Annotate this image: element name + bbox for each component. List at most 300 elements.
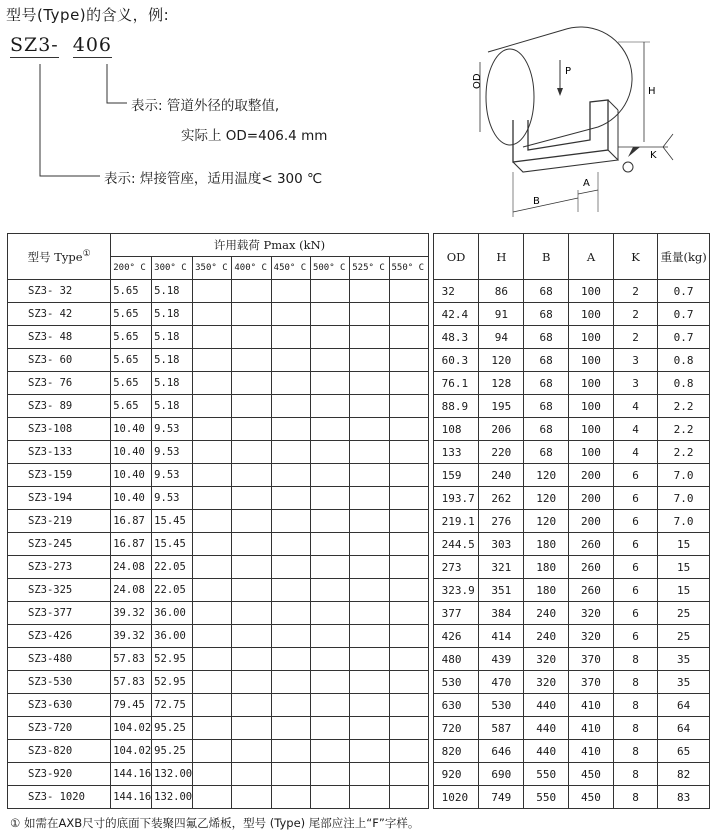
od-cell: 720	[433, 717, 479, 740]
load-200-cell: 10.40	[111, 464, 152, 487]
weight-cell: 2.2	[658, 418, 710, 441]
load-500-cell	[310, 763, 349, 786]
load-525-cell	[350, 625, 389, 648]
load-200-cell: 79.45	[111, 694, 152, 717]
h-cell: 206	[479, 418, 524, 441]
load-200-cell: 16.87	[111, 533, 152, 556]
h-cell: 530	[479, 694, 524, 717]
load-525-cell	[350, 372, 389, 395]
weight-cell: 15	[658, 533, 710, 556]
table-row	[8, 717, 710, 740]
load-450-cell	[271, 717, 310, 740]
a-cell: 200	[569, 464, 614, 487]
load-300-cell: 5.18	[152, 372, 193, 395]
weight-cell: 64	[658, 694, 710, 717]
a-cell: 320	[569, 625, 614, 648]
h-cell: 262	[479, 487, 524, 510]
type-cell: SZ3-530	[8, 671, 111, 694]
type-cell: SZ3-133	[8, 441, 111, 464]
load-200-cell: 39.32	[111, 625, 152, 648]
weight-cell: 2.2	[658, 441, 710, 464]
diagram-label-a: A	[583, 178, 590, 189]
load-525-cell	[350, 602, 389, 625]
load-550-cell	[389, 786, 428, 809]
load-500-cell	[310, 487, 349, 510]
load-550-cell	[389, 694, 428, 717]
load-400-cell	[232, 418, 271, 441]
load-350-cell	[193, 648, 232, 671]
load-500-cell	[310, 303, 349, 326]
load-200-cell: 5.65	[111, 372, 152, 395]
k-cell: 6	[613, 487, 657, 510]
load-300-cell: 5.18	[152, 326, 193, 349]
load-500-cell	[310, 717, 349, 740]
load-300-cell: 5.18	[152, 303, 193, 326]
load-300-cell: 5.18	[152, 349, 193, 372]
k-cell: 8	[613, 694, 657, 717]
b-cell: 440	[524, 694, 569, 717]
a-cell: 100	[569, 303, 614, 326]
annotation-size-meaning: 表示: 管道外径的取整值,	[131, 98, 280, 114]
load-500-cell	[310, 280, 349, 303]
a-cell: 100	[569, 418, 614, 441]
a-cell: 320	[569, 602, 614, 625]
h-cell: 303	[479, 533, 524, 556]
load-350-cell	[193, 372, 232, 395]
load-450-cell	[271, 579, 310, 602]
k-cell: 6	[613, 625, 657, 648]
h-cell: 240	[479, 464, 524, 487]
temp-header: 450° C	[271, 257, 310, 280]
weight-cell: 25	[658, 602, 710, 625]
temp-header: 500° C	[310, 257, 349, 280]
a-cell: 100	[569, 395, 614, 418]
load-450-cell	[271, 487, 310, 510]
load-450-cell	[271, 372, 310, 395]
load-350-cell	[193, 694, 232, 717]
load-500-cell	[310, 579, 349, 602]
table-row	[8, 556, 710, 579]
load-200-cell: 10.40	[111, 418, 152, 441]
od-cell: 530	[433, 671, 479, 694]
load-300-cell: 5.18	[152, 280, 193, 303]
load-200-cell: 144.16	[111, 786, 152, 809]
load-200-cell: 10.40	[111, 487, 152, 510]
type-meaning-heading: 型号(Type)的含义，例:	[6, 6, 170, 24]
load-500-cell	[310, 740, 349, 763]
load-550-cell	[389, 418, 428, 441]
b-cell: 68	[524, 326, 569, 349]
load-450-cell	[271, 694, 310, 717]
load-525-cell	[350, 418, 389, 441]
table-row	[8, 740, 710, 763]
od-cell: 32	[433, 280, 479, 303]
h-cell: 749	[479, 786, 524, 809]
table-row	[8, 280, 710, 303]
h-cell: 220	[479, 441, 524, 464]
load-300-cell: 22.05	[152, 579, 193, 602]
load-200-cell: 5.65	[111, 280, 152, 303]
k-cell: 4	[613, 441, 657, 464]
weight-cell: 7.0	[658, 464, 710, 487]
load-500-cell	[310, 418, 349, 441]
k-cell: 3	[613, 372, 657, 395]
h-cell: 646	[479, 740, 524, 763]
load-300-cell: 5.18	[152, 395, 193, 418]
load-450-cell	[271, 349, 310, 372]
k-header: K	[613, 234, 657, 280]
load-450-cell	[271, 648, 310, 671]
load-350-cell	[193, 349, 232, 372]
load-350-cell	[193, 786, 232, 809]
b-cell: 320	[524, 648, 569, 671]
h-cell: 351	[479, 579, 524, 602]
weight-cell: 15	[658, 556, 710, 579]
od-cell: 630	[433, 694, 479, 717]
diagram-label-k: K	[650, 150, 657, 161]
load-350-cell	[193, 717, 232, 740]
load-450-cell	[271, 418, 310, 441]
load-450-cell	[271, 786, 310, 809]
weight-cell: 15	[658, 579, 710, 602]
type-note-mark: ①	[82, 248, 91, 259]
a-cell: 410	[569, 694, 614, 717]
load-450-cell	[271, 625, 310, 648]
type-cell: SZ3-426	[8, 625, 111, 648]
b-header: B	[524, 234, 569, 280]
load-550-cell	[389, 740, 428, 763]
weight-cell: 0.8	[658, 349, 710, 372]
load-550-cell	[389, 625, 428, 648]
temp-header: 525° C	[350, 257, 389, 280]
load-450-cell	[271, 303, 310, 326]
k-cell: 3	[613, 349, 657, 372]
b-cell: 320	[524, 671, 569, 694]
load-200-cell: 16.87	[111, 510, 152, 533]
load-525-cell	[350, 395, 389, 418]
load-525-cell	[350, 786, 389, 809]
type-cell: SZ3- 32	[8, 280, 111, 303]
k-cell: 4	[613, 395, 657, 418]
k-cell: 2	[613, 303, 657, 326]
temp-header: 300° C	[152, 257, 193, 280]
h-cell: 690	[479, 763, 524, 786]
load-350-cell	[193, 441, 232, 464]
type-code-size: 406	[72, 34, 112, 56]
od-cell: 426	[433, 625, 479, 648]
table-row	[8, 441, 710, 464]
b-cell: 180	[524, 533, 569, 556]
a-cell: 450	[569, 786, 614, 809]
load-550-cell	[389, 395, 428, 418]
load-200-cell: 5.65	[111, 326, 152, 349]
load-350-cell	[193, 671, 232, 694]
load-400-cell	[232, 717, 271, 740]
table-row	[8, 625, 710, 648]
table-row	[8, 303, 710, 326]
a-cell: 410	[569, 717, 614, 740]
load-550-cell	[389, 372, 428, 395]
a-cell: 260	[569, 556, 614, 579]
load-400-cell	[232, 464, 271, 487]
od-cell: 42.4	[433, 303, 479, 326]
b-cell: 68	[524, 395, 569, 418]
od-cell: 108	[433, 418, 479, 441]
load-550-cell	[389, 326, 428, 349]
pipe-shoe-diagram	[468, 22, 704, 222]
load-500-cell	[310, 786, 349, 809]
type-cell: SZ3-245	[8, 533, 111, 556]
load-550-cell	[389, 533, 428, 556]
type-cell: SZ3-820	[8, 740, 111, 763]
load-550-cell	[389, 510, 428, 533]
type-cell: SZ3-480	[8, 648, 111, 671]
diagram-label-h: H	[648, 86, 656, 97]
od-cell: 244.5	[433, 533, 479, 556]
diagram-label-od: OD	[472, 73, 483, 89]
diagram-label-p: P	[565, 66, 572, 77]
table-row	[8, 326, 710, 349]
table-header-row	[8, 234, 710, 257]
weight-cell: 2.2	[658, 395, 710, 418]
a-cell: 370	[569, 671, 614, 694]
load-450-cell	[271, 556, 310, 579]
load-525-cell	[350, 441, 389, 464]
k-cell: 8	[613, 717, 657, 740]
k-cell: 6	[613, 556, 657, 579]
load-350-cell	[193, 487, 232, 510]
load-400-cell	[232, 441, 271, 464]
weight-cell: 83	[658, 786, 710, 809]
load-400-cell	[232, 372, 271, 395]
weight-cell: 65	[658, 740, 710, 763]
load-400-cell	[232, 510, 271, 533]
load-400-cell	[232, 303, 271, 326]
h-cell: 384	[479, 602, 524, 625]
b-cell: 68	[524, 441, 569, 464]
b-cell: 180	[524, 579, 569, 602]
load-550-cell	[389, 280, 428, 303]
k-cell: 8	[613, 671, 657, 694]
type-cell: SZ3- 1020	[8, 786, 111, 809]
table-row	[8, 694, 710, 717]
a-cell: 100	[569, 349, 614, 372]
load-350-cell	[193, 395, 232, 418]
temp-header: 350° C	[193, 257, 232, 280]
load-350-cell	[193, 763, 232, 786]
load-400-cell	[232, 625, 271, 648]
load-525-cell	[350, 533, 389, 556]
temp-header: 200° C	[111, 257, 152, 280]
table-row	[8, 579, 710, 602]
load-350-cell	[193, 625, 232, 648]
load-200-cell: 10.40	[111, 441, 152, 464]
od-cell: 377	[433, 602, 479, 625]
load-550-cell	[389, 579, 428, 602]
load-500-cell	[310, 648, 349, 671]
a-cell: 260	[569, 533, 614, 556]
type-cell: SZ3-630	[8, 694, 111, 717]
k-cell: 8	[613, 786, 657, 809]
b-cell: 440	[524, 740, 569, 763]
load-550-cell	[389, 556, 428, 579]
load-500-cell	[310, 625, 349, 648]
k-cell: 6	[613, 533, 657, 556]
load-350-cell	[193, 602, 232, 625]
load-500-cell	[310, 671, 349, 694]
load-300-cell: 9.53	[152, 418, 193, 441]
type-cell: SZ3-194	[8, 487, 111, 510]
h-cell: 587	[479, 717, 524, 740]
load-450-cell	[271, 671, 310, 694]
load-525-cell	[350, 648, 389, 671]
load-525-cell	[350, 694, 389, 717]
type-cell: SZ3-377	[8, 602, 111, 625]
table-row	[8, 763, 710, 786]
load-200-cell: 57.83	[111, 671, 152, 694]
load-500-cell	[310, 556, 349, 579]
load-525-cell	[350, 280, 389, 303]
k-cell: 6	[613, 510, 657, 533]
k-cell: 6	[613, 579, 657, 602]
od-cell: 1020	[433, 786, 479, 809]
h-cell: 94	[479, 326, 524, 349]
load-525-cell	[350, 556, 389, 579]
load-400-cell	[232, 579, 271, 602]
load-450-cell	[271, 533, 310, 556]
type-cell: SZ3-920	[8, 763, 111, 786]
k-cell: 6	[613, 602, 657, 625]
a-cell: 100	[569, 441, 614, 464]
load-500-cell	[310, 441, 349, 464]
load-300-cell: 15.45	[152, 533, 193, 556]
type-cell: SZ3-273	[8, 556, 111, 579]
b-cell: 68	[524, 303, 569, 326]
load-450-cell	[271, 280, 310, 303]
h-cell: 414	[479, 625, 524, 648]
type-cell: SZ3-108	[8, 418, 111, 441]
h-cell: 470	[479, 671, 524, 694]
load-400-cell	[232, 280, 271, 303]
load-header: 许用载荷 Pmax (kN)	[111, 234, 429, 257]
load-450-cell	[271, 441, 310, 464]
a-cell: 260	[569, 579, 614, 602]
load-200-cell: 104.02	[111, 717, 152, 740]
load-500-cell	[310, 395, 349, 418]
table-row	[8, 786, 710, 809]
load-400-cell	[232, 326, 271, 349]
load-500-cell	[310, 602, 349, 625]
load-300-cell: 52.95	[152, 648, 193, 671]
od-cell: 88.9	[433, 395, 479, 418]
k-cell: 8	[613, 763, 657, 786]
load-525-cell	[350, 510, 389, 533]
a-cell: 410	[569, 740, 614, 763]
type-cell: SZ3- 48	[8, 326, 111, 349]
h-cell: 321	[479, 556, 524, 579]
a-header: A	[569, 234, 614, 280]
b-cell: 550	[524, 763, 569, 786]
load-200-cell: 5.65	[111, 395, 152, 418]
load-550-cell	[389, 671, 428, 694]
od-cell: 273	[433, 556, 479, 579]
od-cell: 76.1	[433, 372, 479, 395]
load-400-cell	[232, 487, 271, 510]
load-350-cell	[193, 326, 232, 349]
load-525-cell	[350, 579, 389, 602]
load-450-cell	[271, 326, 310, 349]
od-header: OD	[433, 234, 479, 280]
load-500-cell	[310, 326, 349, 349]
load-550-cell	[389, 648, 428, 671]
load-350-cell	[193, 303, 232, 326]
load-200-cell: 144.16	[111, 763, 152, 786]
k-cell: 4	[613, 418, 657, 441]
load-550-cell	[389, 717, 428, 740]
a-cell: 100	[569, 326, 614, 349]
weight-header: 重量(kg)	[658, 234, 710, 280]
load-550-cell	[389, 464, 428, 487]
load-550-cell	[389, 763, 428, 786]
h-cell: 276	[479, 510, 524, 533]
load-450-cell	[271, 510, 310, 533]
weight-cell: 7.0	[658, 487, 710, 510]
load-400-cell	[232, 671, 271, 694]
load-350-cell	[193, 510, 232, 533]
type-cell: SZ3- 89	[8, 395, 111, 418]
type-cell: SZ3- 76	[8, 372, 111, 395]
load-550-cell	[389, 303, 428, 326]
type-cell: SZ3-325	[8, 579, 111, 602]
load-300-cell: 132.00	[152, 786, 193, 809]
table-row	[8, 349, 710, 372]
k-cell: 8	[613, 740, 657, 763]
load-300-cell: 95.25	[152, 740, 193, 763]
load-400-cell	[232, 694, 271, 717]
b-cell: 120	[524, 464, 569, 487]
load-200-cell: 24.08	[111, 556, 152, 579]
od-cell: 159	[433, 464, 479, 487]
load-550-cell	[389, 349, 428, 372]
temp-header: 400° C	[232, 257, 271, 280]
b-cell: 120	[524, 487, 569, 510]
spec-table	[7, 233, 710, 809]
od-cell: 193.7	[433, 487, 479, 510]
load-350-cell	[193, 280, 232, 303]
load-400-cell	[232, 786, 271, 809]
a-cell: 100	[569, 280, 614, 303]
load-500-cell	[310, 349, 349, 372]
od-cell: 133	[433, 441, 479, 464]
load-450-cell	[271, 395, 310, 418]
weight-cell: 0.7	[658, 280, 710, 303]
type-cell: SZ3-219	[8, 510, 111, 533]
a-cell: 200	[569, 487, 614, 510]
weight-cell: 35	[658, 671, 710, 694]
load-200-cell: 39.32	[111, 602, 152, 625]
load-400-cell	[232, 648, 271, 671]
h-cell: 128	[479, 372, 524, 395]
weight-cell: 82	[658, 763, 710, 786]
h-cell: 439	[479, 648, 524, 671]
type-code-series: SZ3-	[10, 34, 59, 56]
table-row	[8, 372, 710, 395]
weight-cell: 0.7	[658, 326, 710, 349]
load-525-cell	[350, 303, 389, 326]
load-350-cell	[193, 418, 232, 441]
temp-header: 550° C	[389, 257, 428, 280]
h-cell: 120	[479, 349, 524, 372]
